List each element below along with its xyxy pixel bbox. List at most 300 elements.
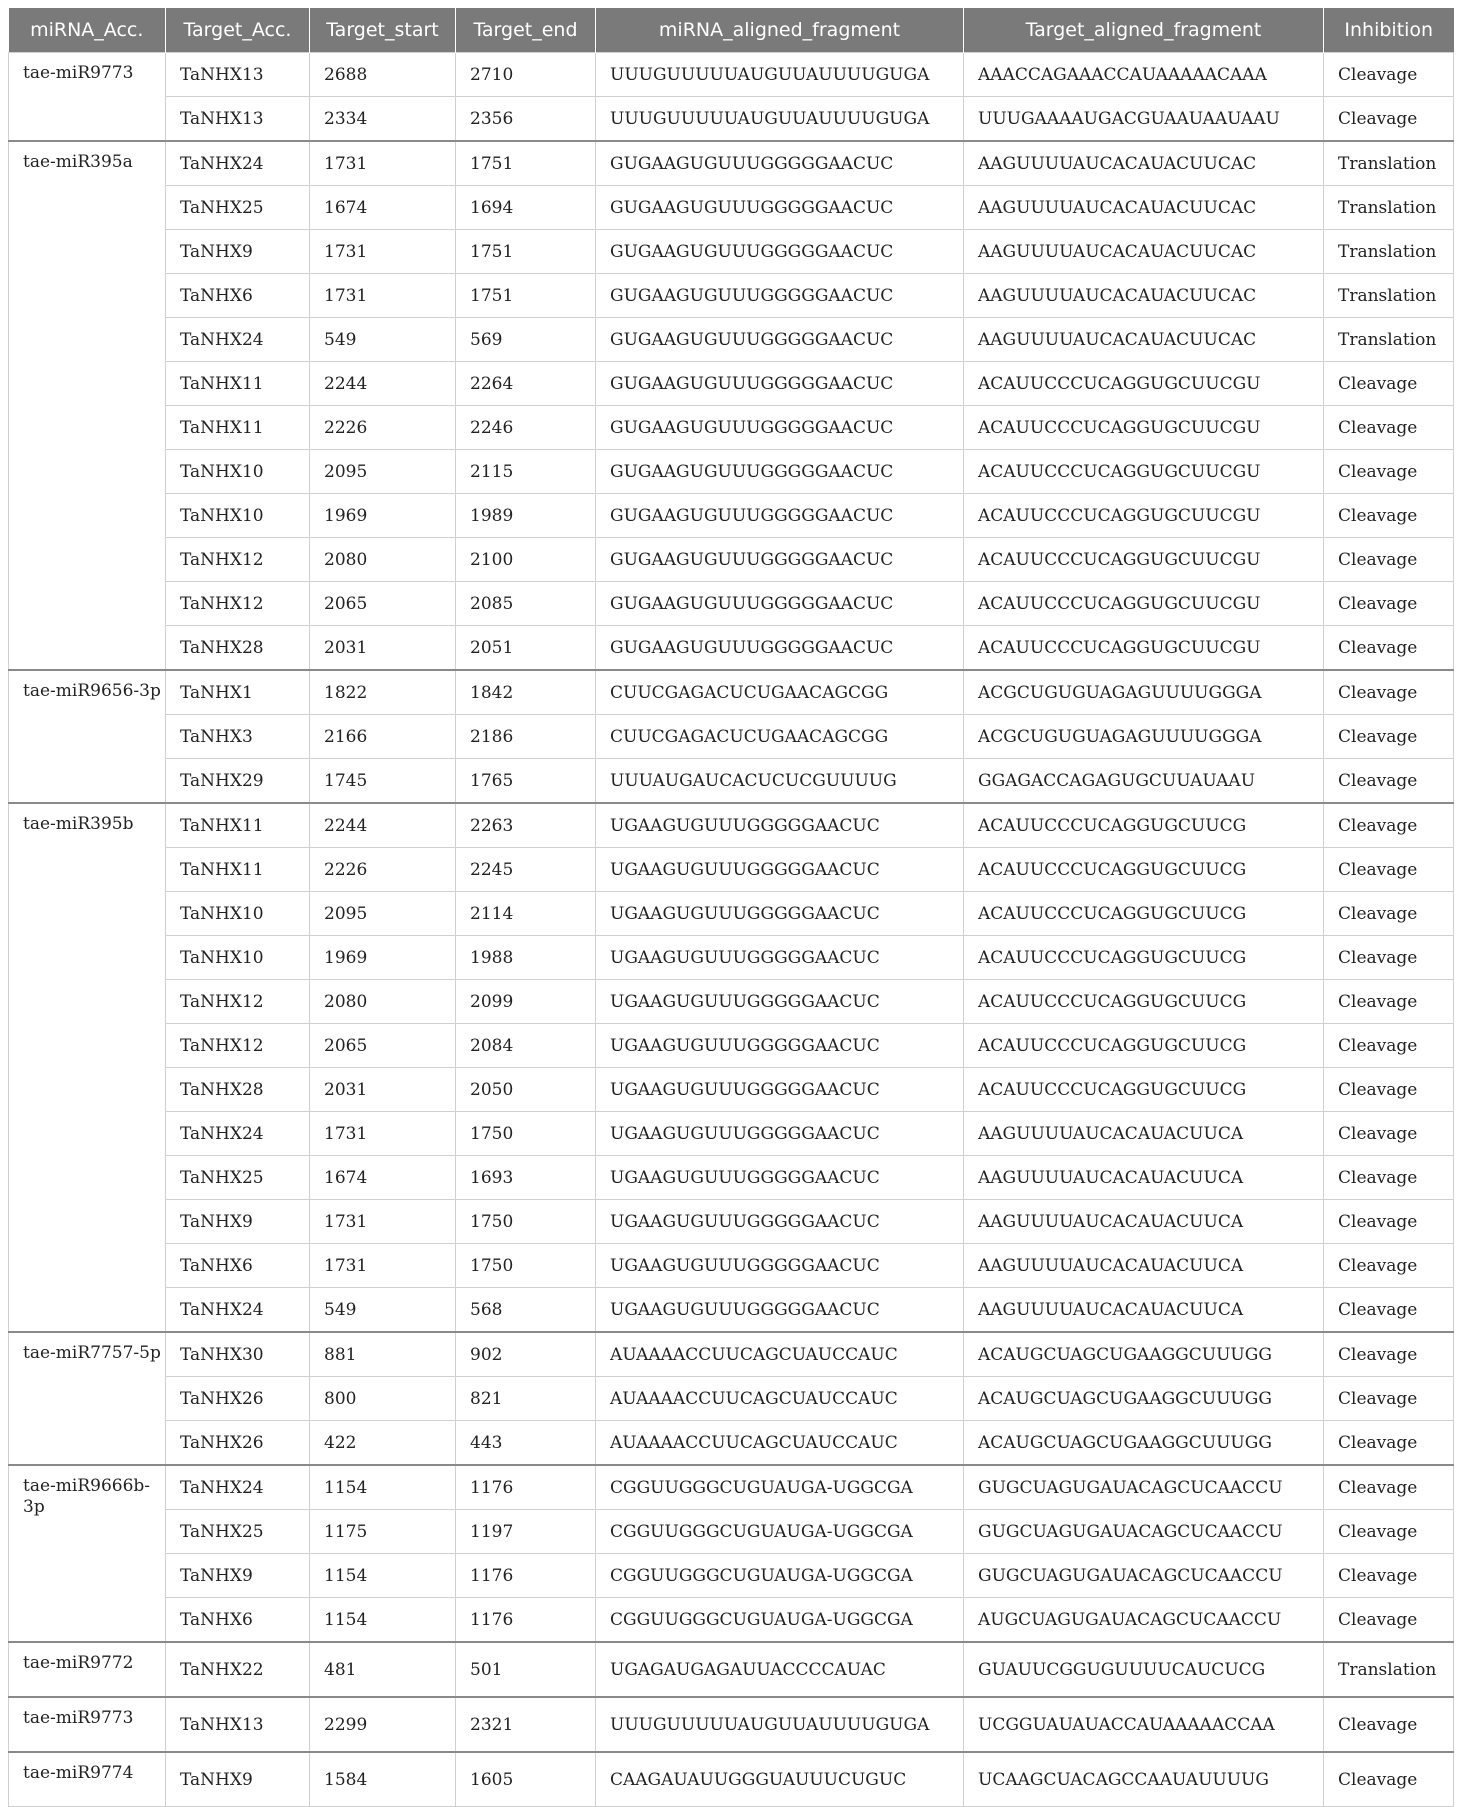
target-fragment-cell: ACAUUCCCUCAGGUGCUUCGU	[964, 406, 1324, 450]
target-acc-cell: TaNHX3	[166, 715, 310, 759]
table-container	[8, 8, 1454, 1807]
mirna-fragment-cell: UUUGUUUUUAUGUUAUUUUGUGA	[596, 97, 964, 142]
target-start-cell: 2334	[310, 97, 456, 142]
target-end-cell: 821	[456, 1377, 596, 1421]
mirna-acc-cell: tae-miR9772	[9, 1642, 166, 1697]
target-start-cell: 800	[310, 1377, 456, 1421]
inhibition-cell: Cleavage	[1324, 670, 1454, 715]
mirna-fragment-cell: UGAAGUGUUUGGGGGAACUC	[596, 1200, 964, 1244]
inhibition-cell: Cleavage	[1324, 406, 1454, 450]
target-end-cell: 2114	[456, 892, 596, 936]
table-row	[9, 1200, 1454, 1244]
target-acc-cell: TaNHX6	[166, 1598, 310, 1643]
target-acc-cell: TaNHX25	[166, 186, 310, 230]
target-fragment-cell: AAACCAGAAACCAUAAAAACAAA	[964, 53, 1324, 97]
mirna-fragment-cell: GUGAAGUGUUUGGGGGAACUC	[596, 494, 964, 538]
table-row	[9, 1697, 1454, 1752]
target-fragment-cell: ACGCUGUGUAGAGUUUUGGGA	[964, 715, 1324, 759]
mirna-fragment-cell: UGAGAUGAGAUUACCCCAUAC	[596, 1642, 964, 1697]
inhibition-cell: Cleavage	[1324, 848, 1454, 892]
target-start-cell: 2031	[310, 1068, 456, 1112]
mirna-acc-cell: tae-miR9774	[9, 1752, 166, 1807]
table-row	[9, 670, 1454, 715]
table-row	[9, 1554, 1454, 1598]
table-row	[9, 318, 1454, 362]
table-row	[9, 1288, 1454, 1333]
target-acc-cell: TaNHX10	[166, 450, 310, 494]
mirna-acc-cell: tae-miR7757-5p	[9, 1332, 166, 1465]
inhibition-cell: Cleavage	[1324, 450, 1454, 494]
mirna-fragment-cell: GUGAAGUGUUUGGGGGAACUC	[596, 626, 964, 671]
table-row	[9, 1510, 1454, 1554]
mirna-fragment-cell: GUGAAGUGUUUGGGGGAACUC	[596, 406, 964, 450]
target-fragment-cell: ACAUUCCCUCAGGUGCUUCG	[964, 1068, 1324, 1112]
target-start-cell: 2080	[310, 980, 456, 1024]
inhibition-cell: Cleavage	[1324, 1288, 1454, 1333]
inhibition-cell: Cleavage	[1324, 538, 1454, 582]
mirna-fragment-cell: GUGAAGUGUUUGGGGGAACUC	[596, 274, 964, 318]
target-fragment-cell: ACAUUCCCUCAGGUGCUUCGU	[964, 362, 1324, 406]
table-row	[9, 406, 1454, 450]
target-acc-cell: TaNHX22	[166, 1642, 310, 1697]
target-fragment-cell: AAGUUUUAUCACAUACUUCAC	[964, 141, 1324, 186]
target-start-cell: 2031	[310, 626, 456, 671]
target-acc-cell: TaNHX30	[166, 1332, 310, 1377]
mirna-fragment-cell: GUGAAGUGUUUGGGGGAACUC	[596, 538, 964, 582]
column-header-target-acc: Target_Acc.	[166, 8, 310, 53]
target-start-cell: 1731	[310, 1200, 456, 1244]
mirna-group	[9, 1332, 1454, 1465]
target-acc-cell: TaNHX28	[166, 1068, 310, 1112]
mirna-fragment-cell: GUGAAGUGUUUGGGGGAACUC	[596, 186, 964, 230]
inhibition-cell: Cleavage	[1324, 1510, 1454, 1554]
target-end-cell: 2356	[456, 97, 596, 142]
inhibition-cell: Cleavage	[1324, 1752, 1454, 1807]
inhibition-cell: Cleavage	[1324, 1112, 1454, 1156]
target-fragment-cell: ACAUUCCCUCAGGUGCUUCGU	[964, 582, 1324, 626]
mirna-fragment-cell: UGAAGUGUUUGGGGGAACUC	[596, 936, 964, 980]
target-acc-cell: TaNHX12	[166, 538, 310, 582]
inhibition-cell: Cleavage	[1324, 1697, 1454, 1752]
mirna-fragment-cell: GUGAAGUGUUUGGGGGAACUC	[596, 141, 964, 186]
target-end-cell: 1750	[456, 1200, 596, 1244]
mirna-fragment-cell: GUGAAGUGUUUGGGGGAACUC	[596, 362, 964, 406]
target-start-cell: 1969	[310, 936, 456, 980]
inhibition-cell: Cleavage	[1324, 1024, 1454, 1068]
target-acc-cell: TaNHX13	[166, 1697, 310, 1752]
table-row	[9, 494, 1454, 538]
target-acc-cell: TaNHX10	[166, 936, 310, 980]
mirna-fragment-cell: GUGAAGUGUUUGGGGGAACUC	[596, 318, 964, 362]
table-row	[9, 1752, 1454, 1807]
target-fragment-cell: ACAUGCUAGCUGAAGGCUUUGG	[964, 1421, 1324, 1466]
target-acc-cell: TaNHX13	[166, 53, 310, 97]
inhibition-cell: Translation	[1324, 141, 1454, 186]
mirna-group	[9, 670, 1454, 803]
target-end-cell: 1605	[456, 1752, 596, 1807]
mirna-acc-cell: tae-miR395b	[9, 803, 166, 1332]
target-end-cell: 569	[456, 318, 596, 362]
target-start-cell: 2226	[310, 406, 456, 450]
target-acc-cell: TaNHX12	[166, 1024, 310, 1068]
target-acc-cell: TaNHX12	[166, 980, 310, 1024]
inhibition-cell: Cleavage	[1324, 1465, 1454, 1510]
inhibition-cell: Cleavage	[1324, 582, 1454, 626]
inhibition-cell: Cleavage	[1324, 362, 1454, 406]
mirna-group	[9, 1697, 1454, 1752]
target-fragment-cell: ACGCUGUGUAGAGUUUUGGGA	[964, 670, 1324, 715]
target-end-cell: 1176	[456, 1465, 596, 1510]
target-start-cell: 1969	[310, 494, 456, 538]
target-fragment-cell: AAGUUUUAUCACAUACUUCA	[964, 1200, 1324, 1244]
mirna-fragment-cell: AUAAAACCUUCAGCUAUCCAUC	[596, 1377, 964, 1421]
target-start-cell: 881	[310, 1332, 456, 1377]
mirna-target-table	[8, 8, 1454, 1807]
table-row	[9, 450, 1454, 494]
target-fragment-cell: AUGCUAGUGAUACAGCUCAACCU	[964, 1598, 1324, 1643]
column-header-target-end: Target_end	[456, 8, 596, 53]
target-acc-cell: TaNHX28	[166, 626, 310, 671]
target-fragment-cell: ACAUUCCCUCAGGUGCUUCGU	[964, 538, 1324, 582]
target-acc-cell: TaNHX6	[166, 1244, 310, 1288]
table-row	[9, 1068, 1454, 1112]
target-start-cell: 2095	[310, 892, 456, 936]
column-header-inhibition: Inhibition	[1324, 8, 1454, 53]
target-end-cell: 1751	[456, 141, 596, 186]
mirna-fragment-cell: UGAAGUGUUUGGGGGAACUC	[596, 1112, 964, 1156]
target-end-cell: 1765	[456, 759, 596, 804]
target-acc-cell: TaNHX10	[166, 892, 310, 936]
column-header-target-start: Target_start	[310, 8, 456, 53]
target-end-cell: 2099	[456, 980, 596, 1024]
target-start-cell: 2226	[310, 848, 456, 892]
target-end-cell: 2050	[456, 1068, 596, 1112]
target-fragment-cell: ACAUUCCCUCAGGUGCUUCG	[964, 1024, 1324, 1068]
table-row	[9, 715, 1454, 759]
header-row	[9, 8, 1454, 53]
target-end-cell: 1750	[456, 1112, 596, 1156]
table-row	[9, 980, 1454, 1024]
mirna-fragment-cell: AUAAAACCUUCAGCUAUCCAUC	[596, 1332, 964, 1377]
inhibition-cell: Cleavage	[1324, 759, 1454, 804]
column-header-target-aligned-fragment: Target_aligned_fragment	[964, 8, 1324, 53]
target-start-cell: 1822	[310, 670, 456, 715]
target-fragment-cell: AAGUUUUAUCACAUACUUCAC	[964, 230, 1324, 274]
table-row	[9, 848, 1454, 892]
target-acc-cell: TaNHX12	[166, 582, 310, 626]
target-end-cell: 2321	[456, 1697, 596, 1752]
target-acc-cell: TaNHX11	[166, 848, 310, 892]
target-end-cell: 1694	[456, 186, 596, 230]
table-row	[9, 1112, 1454, 1156]
target-end-cell: 2186	[456, 715, 596, 759]
target-end-cell: 1751	[456, 230, 596, 274]
inhibition-cell: Translation	[1324, 274, 1454, 318]
inhibition-cell: Cleavage	[1324, 1200, 1454, 1244]
target-acc-cell: TaNHX24	[166, 141, 310, 186]
target-end-cell: 2051	[456, 626, 596, 671]
target-end-cell: 1842	[456, 670, 596, 715]
inhibition-cell: Translation	[1324, 186, 1454, 230]
target-fragment-cell: UCAAGCUACAGCCAAUAUUUUG	[964, 1752, 1324, 1807]
inhibition-cell: Translation	[1324, 1642, 1454, 1697]
target-end-cell: 2245	[456, 848, 596, 892]
target-start-cell: 1154	[310, 1598, 456, 1643]
mirna-fragment-cell: UGAAGUGUUUGGGGGAACUC	[596, 1156, 964, 1200]
inhibition-cell: Cleavage	[1324, 1377, 1454, 1421]
target-fragment-cell: ACAUUCCCUCAGGUGCUUCG	[964, 980, 1324, 1024]
mirna-fragment-cell: GUGAAGUGUUUGGGGGAACUC	[596, 582, 964, 626]
mirna-fragment-cell: UUUAUGAUCACUCUCGUUUUG	[596, 759, 964, 804]
target-start-cell: 1731	[310, 1112, 456, 1156]
target-start-cell: 1745	[310, 759, 456, 804]
table-row	[9, 362, 1454, 406]
target-start-cell: 1154	[310, 1465, 456, 1510]
mirna-group	[9, 53, 1454, 142]
target-start-cell: 2244	[310, 362, 456, 406]
table-row	[9, 1156, 1454, 1200]
target-end-cell: 2115	[456, 450, 596, 494]
target-end-cell: 2085	[456, 582, 596, 626]
target-acc-cell: TaNHX29	[166, 759, 310, 804]
table-row	[9, 1598, 1454, 1643]
target-fragment-cell: AAGUUUUAUCACAUACUUCAC	[964, 186, 1324, 230]
target-acc-cell: TaNHX25	[166, 1156, 310, 1200]
target-start-cell: 2166	[310, 715, 456, 759]
mirna-acc-cell: tae-miR9773	[9, 53, 166, 142]
table-row	[9, 892, 1454, 936]
target-start-cell: 2080	[310, 538, 456, 582]
table-row	[9, 53, 1454, 97]
mirna-fragment-cell: CGGUUGGGCUGUAUGA-UGGCGA	[596, 1598, 964, 1643]
target-end-cell: 1751	[456, 274, 596, 318]
target-fragment-cell: ACAUUCCCUCAGGUGCUUCGU	[964, 626, 1324, 671]
mirna-fragment-cell: CGGUUGGGCUGUAUGA-UGGCGA	[596, 1554, 964, 1598]
column-header-mirna-aligned-fragment: miRNA_aligned_fragment	[596, 8, 964, 53]
target-fragment-cell: ACAUGCUAGCUGAAGGCUUUGG	[964, 1332, 1324, 1377]
mirna-fragment-cell: CAAGAUAUUGGGUAUUUCUGUC	[596, 1752, 964, 1807]
mirna-group	[9, 141, 1454, 670]
table-row	[9, 936, 1454, 980]
target-acc-cell: TaNHX25	[166, 1510, 310, 1554]
target-fragment-cell: UCGGUAUAUACCAUAAAAACCAA	[964, 1697, 1324, 1752]
table-row	[9, 141, 1454, 186]
mirna-fragment-cell: CUUCGAGACUCUGAACAGCGG	[596, 670, 964, 715]
inhibition-cell: Cleavage	[1324, 1421, 1454, 1466]
mirna-fragment-cell: UGAAGUGUUUGGGGGAACUC	[596, 1024, 964, 1068]
target-start-cell: 2095	[310, 450, 456, 494]
target-acc-cell: TaNHX9	[166, 1554, 310, 1598]
target-acc-cell: TaNHX24	[166, 1465, 310, 1510]
target-fragment-cell: ACAUUCCCUCAGGUGCUUCG	[964, 848, 1324, 892]
mirna-fragment-cell: UGAAGUGUUUGGGGGAACUC	[596, 1288, 964, 1333]
target-acc-cell: TaNHX10	[166, 494, 310, 538]
inhibition-cell: Cleavage	[1324, 1156, 1454, 1200]
inhibition-cell: Cleavage	[1324, 494, 1454, 538]
table-row	[9, 230, 1454, 274]
table-row	[9, 759, 1454, 804]
target-acc-cell: TaNHX26	[166, 1421, 310, 1466]
target-start-cell: 549	[310, 1288, 456, 1333]
table-row	[9, 1332, 1454, 1377]
target-start-cell: 1731	[310, 1244, 456, 1288]
target-start-cell: 1674	[310, 186, 456, 230]
target-fragment-cell: AAGUUUUAUCACAUACUUCAC	[964, 274, 1324, 318]
target-acc-cell: TaNHX9	[166, 230, 310, 274]
target-start-cell: 2299	[310, 1697, 456, 1752]
target-acc-cell: TaNHX13	[166, 97, 310, 142]
target-acc-cell: TaNHX9	[166, 1752, 310, 1807]
inhibition-cell: Cleavage	[1324, 1244, 1454, 1288]
target-end-cell: 2263	[456, 803, 596, 848]
mirna-fragment-cell: UGAAGUGUUUGGGGGAACUC	[596, 1068, 964, 1112]
target-start-cell: 1731	[310, 230, 456, 274]
target-start-cell: 2065	[310, 582, 456, 626]
target-fragment-cell: UUUGAAAAUGACGUAAUAAUAAU	[964, 97, 1324, 142]
target-fragment-cell: GUAUUCGGUGUUUUCAUCUCG	[964, 1642, 1324, 1697]
mirna-fragment-cell: UUUGUUUUUAUGUUAUUUUGUGA	[596, 1697, 964, 1752]
target-start-cell: 1584	[310, 1752, 456, 1807]
mirna-fragment-cell: UGAAGUGUUUGGGGGAACUC	[596, 892, 964, 936]
target-acc-cell: TaNHX11	[166, 406, 310, 450]
table-row	[9, 1421, 1454, 1466]
target-acc-cell: TaNHX11	[166, 362, 310, 406]
mirna-fragment-cell: GUGAAGUGUUUGGGGGAACUC	[596, 230, 964, 274]
target-start-cell: 2065	[310, 1024, 456, 1068]
mirna-fragment-cell: UGAAGUGUUUGGGGGAACUC	[596, 803, 964, 848]
table-row	[9, 803, 1454, 848]
mirna-acc-cell: tae-miR9656-3p	[9, 670, 166, 803]
target-end-cell: 2084	[456, 1024, 596, 1068]
inhibition-cell: Cleavage	[1324, 936, 1454, 980]
target-end-cell: 1176	[456, 1554, 596, 1598]
target-acc-cell: TaNHX24	[166, 1112, 310, 1156]
target-end-cell: 1693	[456, 1156, 596, 1200]
inhibition-cell: Translation	[1324, 318, 1454, 362]
inhibition-cell: Cleavage	[1324, 1332, 1454, 1377]
target-start-cell: 1154	[310, 1554, 456, 1598]
target-fragment-cell: ACAUUCCCUCAGGUGCUUCG	[964, 892, 1324, 936]
target-end-cell: 1197	[456, 1510, 596, 1554]
mirna-fragment-cell: UGAAGUGUUUGGGGGAACUC	[596, 848, 964, 892]
target-start-cell: 1175	[310, 1510, 456, 1554]
mirna-acc-cell: tae-miR9666b-3p	[9, 1465, 166, 1642]
target-start-cell: 1731	[310, 141, 456, 186]
mirna-acc-cell: tae-miR395a	[9, 141, 166, 670]
target-end-cell: 1750	[456, 1244, 596, 1288]
target-end-cell: 1988	[456, 936, 596, 980]
inhibition-cell: Cleavage	[1324, 715, 1454, 759]
target-end-cell: 568	[456, 1288, 596, 1333]
target-fragment-cell: GUGCUAGUGAUACAGCUCAACCU	[964, 1554, 1324, 1598]
target-end-cell: 2264	[456, 362, 596, 406]
target-fragment-cell: AAGUUUUAUCACAUACUUCAC	[964, 318, 1324, 362]
inhibition-cell: Cleavage	[1324, 1068, 1454, 1112]
target-fragment-cell: AAGUUUUAUCACAUACUUCA	[964, 1112, 1324, 1156]
target-acc-cell: TaNHX24	[166, 1288, 310, 1333]
target-end-cell: 1989	[456, 494, 596, 538]
mirna-fragment-cell: GUGAAGUGUUUGGGGGAACUC	[596, 450, 964, 494]
target-acc-cell: TaNHX6	[166, 274, 310, 318]
table-row	[9, 274, 1454, 318]
mirna-group	[9, 803, 1454, 1332]
target-end-cell: 2710	[456, 53, 596, 97]
target-acc-cell: TaNHX9	[166, 1200, 310, 1244]
mirna-fragment-cell: CGGUUGGGCUGUAUGA-UGGCGA	[596, 1510, 964, 1554]
mirna-group	[9, 1752, 1454, 1807]
inhibition-cell: Cleavage	[1324, 97, 1454, 142]
target-start-cell: 2688	[310, 53, 456, 97]
table-row	[9, 582, 1454, 626]
target-fragment-cell: ACAUGCUAGCUGAAGGCUUUGG	[964, 1377, 1324, 1421]
table-row	[9, 1024, 1454, 1068]
mirna-fragment-cell: UGAAGUGUUUGGGGGAACUC	[596, 1244, 964, 1288]
target-fragment-cell: AAGUUUUAUCACAUACUUCA	[964, 1156, 1324, 1200]
target-start-cell: 481	[310, 1642, 456, 1697]
target-end-cell: 443	[456, 1421, 596, 1466]
mirna-fragment-cell: UGAAGUGUUUGGGGGAACUC	[596, 980, 964, 1024]
target-acc-cell: TaNHX1	[166, 670, 310, 715]
column-header-mirna-acc: miRNA_Acc.	[9, 8, 166, 53]
mirna-group	[9, 1642, 1454, 1697]
inhibition-cell: Cleavage	[1324, 892, 1454, 936]
target-fragment-cell: ACAUUCCCUCAGGUGCUUCGU	[964, 494, 1324, 538]
table-row	[9, 626, 1454, 671]
mirna-fragment-cell: CGGUUGGGCUGUAUGA-UGGCGA	[596, 1465, 964, 1510]
inhibition-cell: Cleavage	[1324, 1598, 1454, 1643]
table-row	[9, 1244, 1454, 1288]
inhibition-cell: Cleavage	[1324, 803, 1454, 848]
target-fragment-cell: ACAUUCCCUCAGGUGCUUCGU	[964, 450, 1324, 494]
target-acc-cell: TaNHX26	[166, 1377, 310, 1421]
target-end-cell: 2100	[456, 538, 596, 582]
target-start-cell: 422	[310, 1421, 456, 1466]
target-fragment-cell: GGAGACCAGAGUGCUUAUAAU	[964, 759, 1324, 804]
target-start-cell: 1674	[310, 1156, 456, 1200]
target-fragment-cell: AAGUUUUAUCACAUACUUCA	[964, 1244, 1324, 1288]
target-fragment-cell: GUGCUAGUGAUACAGCUCAACCU	[964, 1510, 1324, 1554]
table-row	[9, 97, 1454, 142]
table-row	[9, 538, 1454, 582]
target-fragment-cell: ACAUUCCCUCAGGUGCUUCG	[964, 936, 1324, 980]
table-row	[9, 1465, 1454, 1510]
target-start-cell: 549	[310, 318, 456, 362]
target-end-cell: 2246	[456, 406, 596, 450]
target-acc-cell: TaNHX24	[166, 318, 310, 362]
inhibition-cell: Cleavage	[1324, 980, 1454, 1024]
mirna-fragment-cell: UUUGUUUUUAUGUUAUUUUGUGA	[596, 53, 964, 97]
mirna-group	[9, 1465, 1454, 1642]
table-header	[9, 8, 1454, 53]
target-fragment-cell: GUGCUAGUGAUACAGCUCAACCU	[964, 1465, 1324, 1510]
inhibition-cell: Cleavage	[1324, 1554, 1454, 1598]
inhibition-cell: Translation	[1324, 230, 1454, 274]
mirna-acc-cell: tae-miR9773	[9, 1697, 166, 1752]
inhibition-cell: Cleavage	[1324, 626, 1454, 671]
target-start-cell: 1731	[310, 274, 456, 318]
target-end-cell: 501	[456, 1642, 596, 1697]
target-fragment-cell: ACAUUCCCUCAGGUGCUUCG	[964, 803, 1324, 848]
inhibition-cell: Cleavage	[1324, 53, 1454, 97]
target-end-cell: 1176	[456, 1598, 596, 1643]
target-start-cell: 2244	[310, 803, 456, 848]
mirna-fragment-cell: AUAAAACCUUCAGCUAUCCAUC	[596, 1421, 964, 1466]
table-row	[9, 1377, 1454, 1421]
target-end-cell: 902	[456, 1332, 596, 1377]
target-acc-cell: TaNHX11	[166, 803, 310, 848]
target-fragment-cell: AAGUUUUAUCACAUACUUCA	[964, 1288, 1324, 1333]
mirna-fragment-cell: CUUCGAGACUCUGAACAGCGG	[596, 715, 964, 759]
